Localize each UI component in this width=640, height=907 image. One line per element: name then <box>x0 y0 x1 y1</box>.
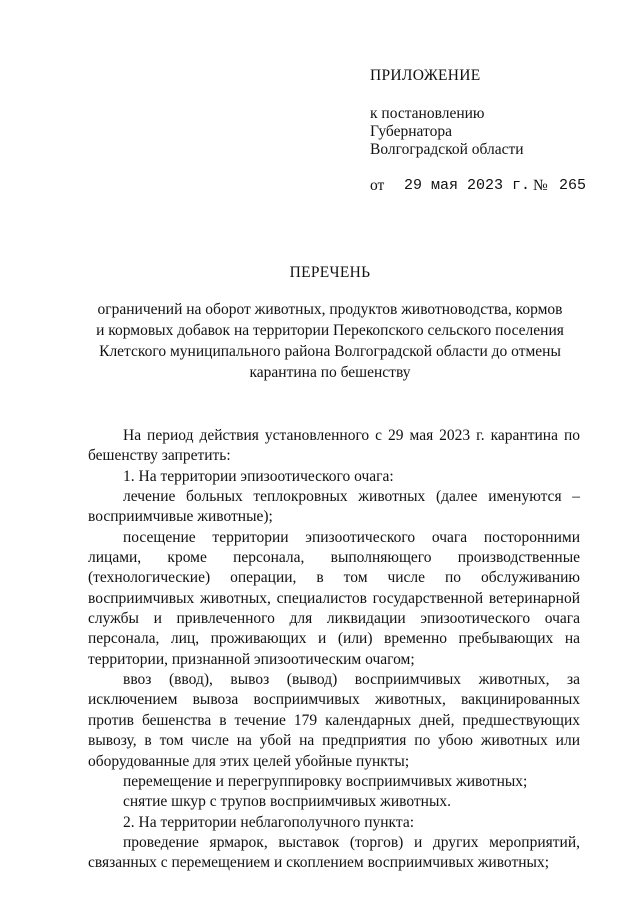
resolution-number: 265 <box>559 177 587 194</box>
subtitle-line-4: карантина по бешенству <box>249 364 411 381</box>
section-2-title: 2. На территории неблагополучного пункта: <box>123 813 415 831</box>
appendix-label: ПРИЛОЖЕНИЕ <box>370 67 481 84</box>
subtitle-line-1: ограничений на оборот животных, продуктов животноводства, кормов <box>97 301 563 318</box>
to-resolution-line: к постановлению <box>370 105 485 122</box>
document-title: ПЕРЕЧЕНЬ <box>289 264 371 281</box>
subtitle-line-3: Клетского муниципального района Волгоградской области до отмены <box>99 343 561 360</box>
document-body <box>88 426 580 874</box>
restriction-skinning: снятие шкур с трупов восприимчивых животных. <box>123 793 451 811</box>
governor-line: Губернатора <box>370 123 452 140</box>
restriction-fairs: проведение ярмарок, выставок (торгов) и других мероприятий, связанных с перемещением и скоплением восприимчивых животных; <box>88 833 580 872</box>
date-from-label: от <box>370 177 385 194</box>
subtitle-line-2: и кормовых добавок на территории Перекопского сельского поселения <box>96 322 564 339</box>
restriction-visiting: посещение территории эпизоотического очага посторонними лицами, кроме персонала, выполняющего производственные (технологические) операции, в том числе по обслуживанию восприимчивых животных, специалистов государственной ветеринарной службы и привлеченного для ликвидации эпизоотического очага персонала, лиц, проживающих и (или) временно пребывающих на территории, признанной эпизоотическим очагом; <box>88 528 580 668</box>
restriction-import-export: ввоз (ввод), вывоз (вывод) восприимчивых животных, за исключением вывоза восприимчивых животных, вакцинированных против бешенства в течение 179 календарных дней, предшествующих вывозу, в том числе на убой на предприятия по убою животных или оборудованные для этих целей убойные пункты; <box>88 671 580 770</box>
intro-paragraph: На период действия установленного с 29 мая 2023 г. карантина по бешенству запретить: <box>88 427 580 465</box>
section-1-title: 1. На территории эпизоотического очага: <box>123 467 394 485</box>
restriction-treatment: лечение больных теплокровных животных (далее именуются – восприимчивые животные); <box>88 488 580 526</box>
number-label: № <box>533 177 548 194</box>
resolution-date: 29 мая 2023 г. <box>404 177 531 194</box>
restriction-regrouping: перемещение и перегруппировку восприимчивых животных; <box>123 772 528 790</box>
region-line: Волгоградской области <box>370 141 524 158</box>
